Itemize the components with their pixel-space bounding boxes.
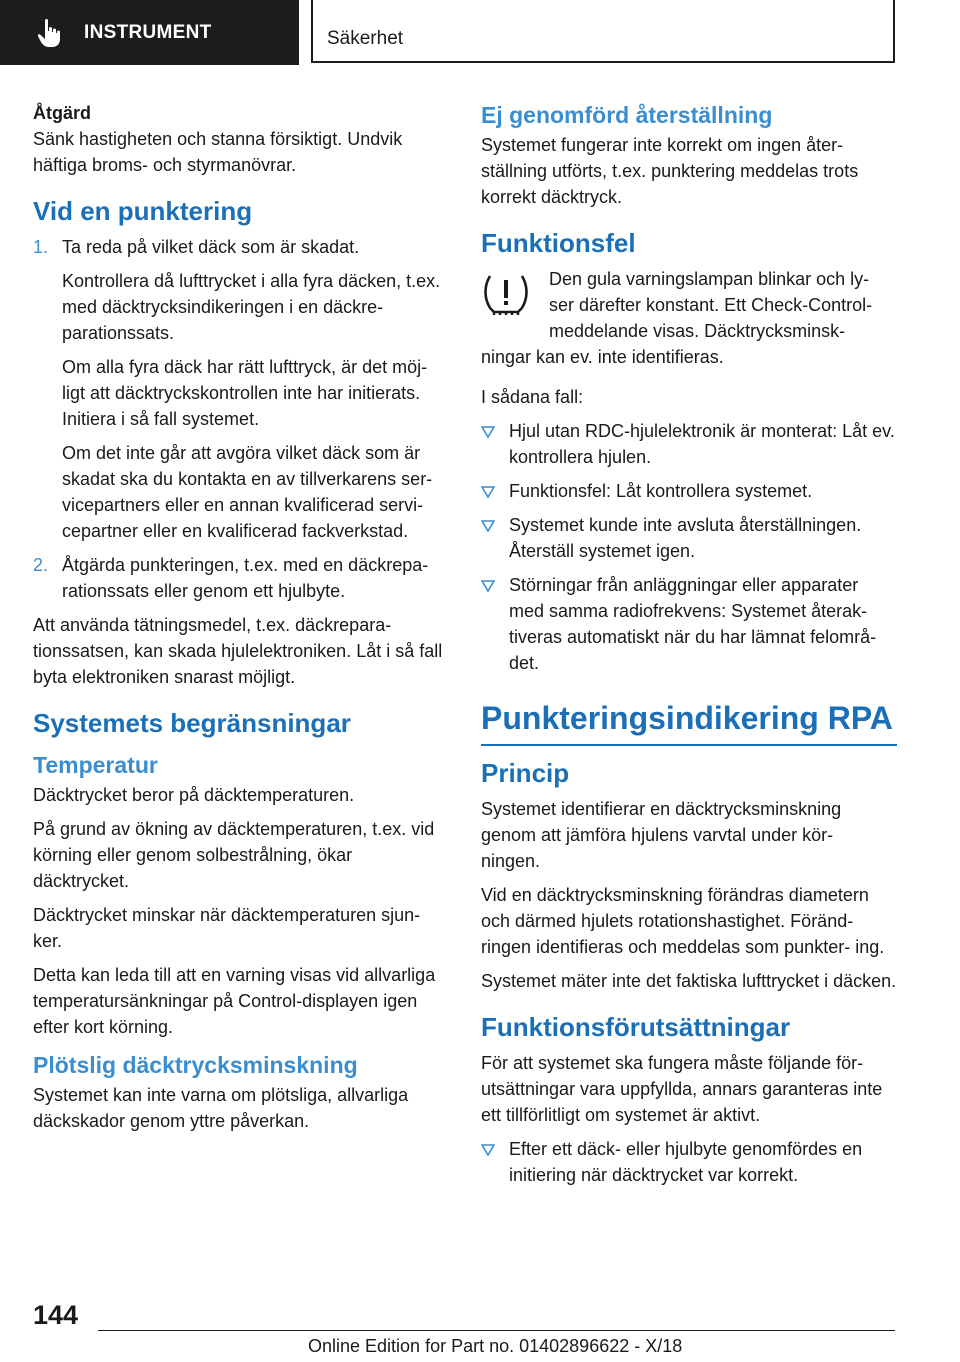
princip-paragraph: Vid en däcktrycksminskning förändras diametern och därmed hjulets rotationshastighet. Föränd‐ ringen identifieras och meddelas som punkter‐ ing.	[481, 885, 885, 957]
list-item: Efter ett däck- eller hjulbyte genomfördes en initiering när däcktrycket var korrekt.	[481, 1136, 897, 1188]
punktering-heading: Vid en punktering	[33, 196, 253, 226]
left-column	[33, 100, 451, 1142]
step-paragraph: Om det inte går att avgöra vilket däck som är skadat ska du kontakta en av tillverkarens ser‐ vicepartners eller en annan kvalificerad servi‐ cepartner eller en kvalificerad fackverkstad.	[62, 443, 433, 541]
funktionsfel-list	[481, 418, 897, 676]
funktionsfel-heading: Funktionsfel	[481, 228, 636, 258]
step-number: 1.	[33, 237, 49, 257]
step-paragraph: Ta reda på vilket däck som är skadat.	[62, 237, 360, 257]
princip-heading: Princip	[481, 758, 570, 788]
triangle-bullet-icon	[481, 520, 495, 532]
temperatur-paragraph: På grund av ökning av däcktemperaturen, t.ex. vid körning eller genom solbestrålning, ökar däcktrycket.	[33, 819, 435, 891]
begransningar-heading: Systemets begränsningar	[33, 708, 351, 738]
ej-text: Systemet fungerar inte korrekt om ingen åter‐ ställning utförts, t.ex. punktering meddelas trots korrekt däcktryck.	[481, 135, 859, 207]
edition-text: Online Edition for Part no. 01402896622 - X/18	[308, 1336, 683, 1356]
forutsattningar-list	[481, 1136, 897, 1188]
tire-pressure-warning-icon	[481, 268, 531, 318]
page-number: 144	[33, 1300, 79, 1330]
triangle-bullet-icon	[481, 580, 495, 592]
atgard-heading: Åtgärd	[33, 103, 91, 123]
rpa-heading: Punkteringsindikering RPA	[481, 696, 897, 746]
plotslig-text: Systemet kan inte varna om plötsliga, allvarliga däckskador genom yttre påverkan.	[33, 1085, 409, 1131]
step-item	[33, 234, 451, 544]
temperatur-heading: Temperatur	[33, 752, 158, 778]
ej-heading: Ej genomförd återställning	[481, 102, 773, 128]
triangle-bullet-icon	[481, 426, 495, 438]
temperatur-paragraph: Detta kan leda till att en varning visas vid allvarliga temperatursänkningar på Control-displayen igen efter kort körning.	[33, 965, 436, 1037]
step-paragraph: Åtgärda punkteringen, t.ex. med en däckrepa‐ rationssats eller genom ett hjulbyte.	[62, 555, 429, 601]
step-item	[33, 552, 451, 604]
forutsattningar-heading: Funktionsförutsättningar	[481, 1012, 791, 1042]
step-number: 2.	[33, 555, 49, 575]
plotslig-heading: Plötslig däcktrycksminskning	[33, 1052, 358, 1078]
atgard-text: Sänk hastigheten och stanna försiktigt. Undvik häftiga broms- och styrmanövrar.	[33, 129, 403, 175]
tatning-text: Att använda tätningsmedel, t.ex. däckrepara‐ tionssatsen, kan skada hjulelektroniken. Låt i så fall byta elektroniken snarast möjligt.	[33, 615, 443, 687]
footer-divider	[98, 1330, 895, 1331]
hand-pointer-icon	[36, 17, 62, 49]
princip-paragraph: Systemet identifierar en däcktrycksminskning genom att jämföra hjulens varvtal under kör‐ ningen.	[481, 799, 842, 871]
temperatur-paragraph: Däcktrycket beror på däcktemperaturen.	[33, 785, 355, 805]
list-item: Systemet kunde inte avsluta återställningen. Återställ systemet igen.	[481, 512, 897, 564]
isadana-text: I sådana fall:	[481, 387, 584, 407]
step-paragraph: Om alla fyra däck har rätt lufttryck, är det möj‐ ligt att däcktryckskontrollen inte har initierats. Initiera i så fall systemet.	[62, 357, 428, 429]
temperatur-paragraph: Däcktrycket minskar när däcktemperaturen sjun‐ ker.	[33, 905, 421, 951]
step-paragraph: Kontrollera då lufttrycket i alla fyra däcken, t.ex. med däcktrycksindikeringen i en däckre‐ parationssats.	[62, 271, 441, 343]
triangle-bullet-icon	[481, 486, 495, 498]
punktering-steps	[33, 234, 451, 604]
list-item: Hjul utan RDC-hjulelektronik är monterat: Låt ev. kontrollera hjulen.	[481, 418, 897, 470]
chapter-box	[311, 0, 895, 63]
forutsattningar-text: För att systemet ska fungera måste följande för‐ utsättningar vara uppfyllda, annars garanteras inte ett tillförlitligt om systemet är aktivt.	[481, 1053, 883, 1125]
section-label: INSTRUMENT	[84, 21, 212, 43]
funktionsfel-text: Den gula varningslampan blinkar och ly‐ ser därefter konstant. Ett Check-Control- meddelande visas. Däcktrycksminsk‐ ningar kan ev. inte identifieras.	[481, 269, 873, 367]
triangle-bullet-icon	[481, 1144, 495, 1156]
chapter-label: Säkerhet	[327, 28, 404, 49]
section-tab	[0, 0, 299, 65]
princip-paragraph: Systemet mäter inte det faktiska lufttrycket i däcken.	[481, 971, 897, 991]
list-item: Störningar från anläggningar eller apparater med samma radiofrekvens: Systemet återak‐ tiveras automatiskt när du har lämnat felområ‐ det.	[481, 572, 897, 676]
list-item: Funktionsfel: Låt kontrollera systemet.	[481, 478, 897, 504]
right-column	[481, 100, 897, 1196]
funktionsfel-block	[481, 266, 897, 370]
